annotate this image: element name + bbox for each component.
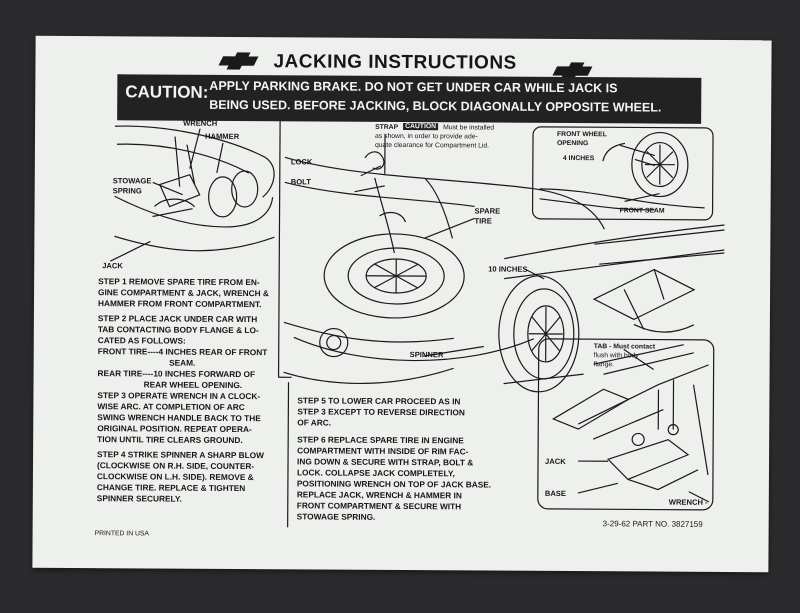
tab-note-1: TAB - Must contact [593, 343, 656, 351]
step-line: REAR WHEEL OPENING. [97, 379, 243, 391]
step-line: SPINNER SECURELY. [96, 493, 182, 504]
steps-left-column [97, 276, 269, 505]
label-jack-left: JACK [102, 261, 123, 271]
label-wrench-bottom: WRENCH - [668, 497, 708, 507]
step-line: COMPARTMENT WITH INSIDE OF RIM FAC- [297, 445, 469, 457]
step-line: FRONT TIRE----4 INCHES REAR OF FRONT [97, 346, 268, 358]
label-tire: TIRE [474, 216, 492, 226]
step-line: LOCK. COLLAPSE JACK COMPLETELY, [296, 467, 455, 479]
label-spare: SPARE [474, 206, 501, 216]
caution-line-2: BEING USED. BEFORE JACKING, BLOCK DIAGONALLY OPPOSITE WHEEL. [209, 97, 662, 115]
label-four-inches: 4 INCHES [562, 154, 595, 163]
step-line: TAB CONTACTING BODY FLANGE & LO- [97, 324, 259, 336]
label-bolt: BOLT [290, 177, 311, 187]
caution-label: CAUTION: [125, 82, 209, 102]
label-spinner: SPINNER [409, 350, 444, 360]
step-line: REAR TIRE----10 INCHES FORWARD OF [97, 368, 256, 380]
label-wrench-top: WRENCH [183, 118, 218, 128]
label-hammer: HAMMER [204, 131, 240, 142]
tab-note-2: flush with body [593, 352, 639, 360]
tab-note-3: flange. [593, 361, 615, 369]
label-strap: STRAP [375, 123, 399, 131]
step-line: (CLOCKWISE ON R.H. SIDE, COUNTER- [96, 460, 255, 472]
step-line: WISE ARC. AT COMPLETION OF ARC [97, 401, 245, 413]
jack-inset [538, 339, 714, 510]
step-line: STEP 3 OPERATE WRENCH IN A CLOCK- [97, 390, 261, 402]
step-line: CATED AS FOLLOWS: [97, 335, 186, 346]
step-line: CHANGE TIRE. REPLACE & TIGHTEN [96, 482, 246, 494]
step-line: STEP 4 STRIKE SPINNER A SHARP BLOW [97, 449, 264, 461]
step-line: OF ARC. [297, 417, 332, 428]
instruction-card [32, 36, 771, 572]
step-line: GINE COMPARTMENT & JACK, WRENCH & [98, 287, 269, 299]
label-ten-inches: 10 INCHES [488, 264, 528, 274]
steps-right-column [297, 395, 492, 523]
spare-tire-illustration [284, 151, 605, 385]
step-line: FRONT COMPARTMENT & SECURE WITH [296, 500, 462, 512]
strap-note-2: as shown, in order to provide ade- [375, 132, 478, 141]
label-base: BASE [544, 488, 566, 499]
label-lock: LOCK [290, 157, 313, 167]
step-line: STEP 1 REMOVE SPARE TIRE FROM EN- [98, 276, 260, 288]
label-opening: OPENING [556, 139, 589, 148]
strap-note-1: Must be installed [443, 124, 495, 132]
step-line: POSITIONING WRENCH ON TOP OF JACK BASE. [296, 478, 492, 490]
title-text: JACKING INSTRUCTIONS [273, 51, 517, 74]
step-line: STEP 3 EXCEPT TO REVERSE DIRECTION [297, 406, 465, 418]
part-number: 3-29-62 PART NO. 3827159 [602, 519, 703, 529]
step-line: STOWAGE SPRING. [296, 511, 376, 522]
step-line: ORIGINAL POSITION. REPEAT OPERA- [97, 423, 252, 435]
label-spring: SPRING [112, 186, 142, 196]
bowtie-logo-left [219, 53, 257, 69]
label-front-wheel: FRONT WHEEL [557, 130, 607, 139]
strap-note-3: quate clearance for Compartment Lid. [374, 141, 490, 150]
caution-line-1: APPLY PARKING BRAKE. DO NOT GET UNDER CAR WHILE JACK IS [209, 78, 618, 96]
printed-in-usa: PRINTED IN USA [94, 530, 150, 538]
step-line: STEP 2 PLACE JACK UNDER CAR WITH [97, 313, 258, 325]
step-line: STEP 5 TO LOWER CAR PROCEED AS IN [297, 395, 461, 407]
step-line: SWING WRENCH HANDLE BACK TO THE [97, 412, 261, 424]
strap-caution-tag: CAUTION [405, 123, 437, 131]
step-line: TION UNTIL TIRE CLEARS GROUND. [97, 434, 243, 446]
step-line: CLOCKWISE ON L.H. SIDE). REMOVE & [96, 471, 254, 483]
label-jack-right: JACK [545, 456, 566, 467]
step-line: ING DOWN & SECURE WITH STRAP, BOLT & [297, 456, 474, 468]
step-line: STEP 6 REPLACE SPARE TIRE IN ENGINE [297, 434, 464, 446]
label-front-seam: FRONT SEAM [619, 207, 665, 215]
label-stowage: STOWAGE [112, 176, 152, 186]
step-line: REPLACE JACK, WRENCH & HAMMER IN [296, 489, 462, 501]
step-line: SEAM. [97, 357, 196, 368]
caution-banner [117, 74, 701, 124]
jack-illustration [553, 344, 709, 490]
step-line: HAMMER FROM FRONT COMPARTMENT. [97, 298, 262, 310]
